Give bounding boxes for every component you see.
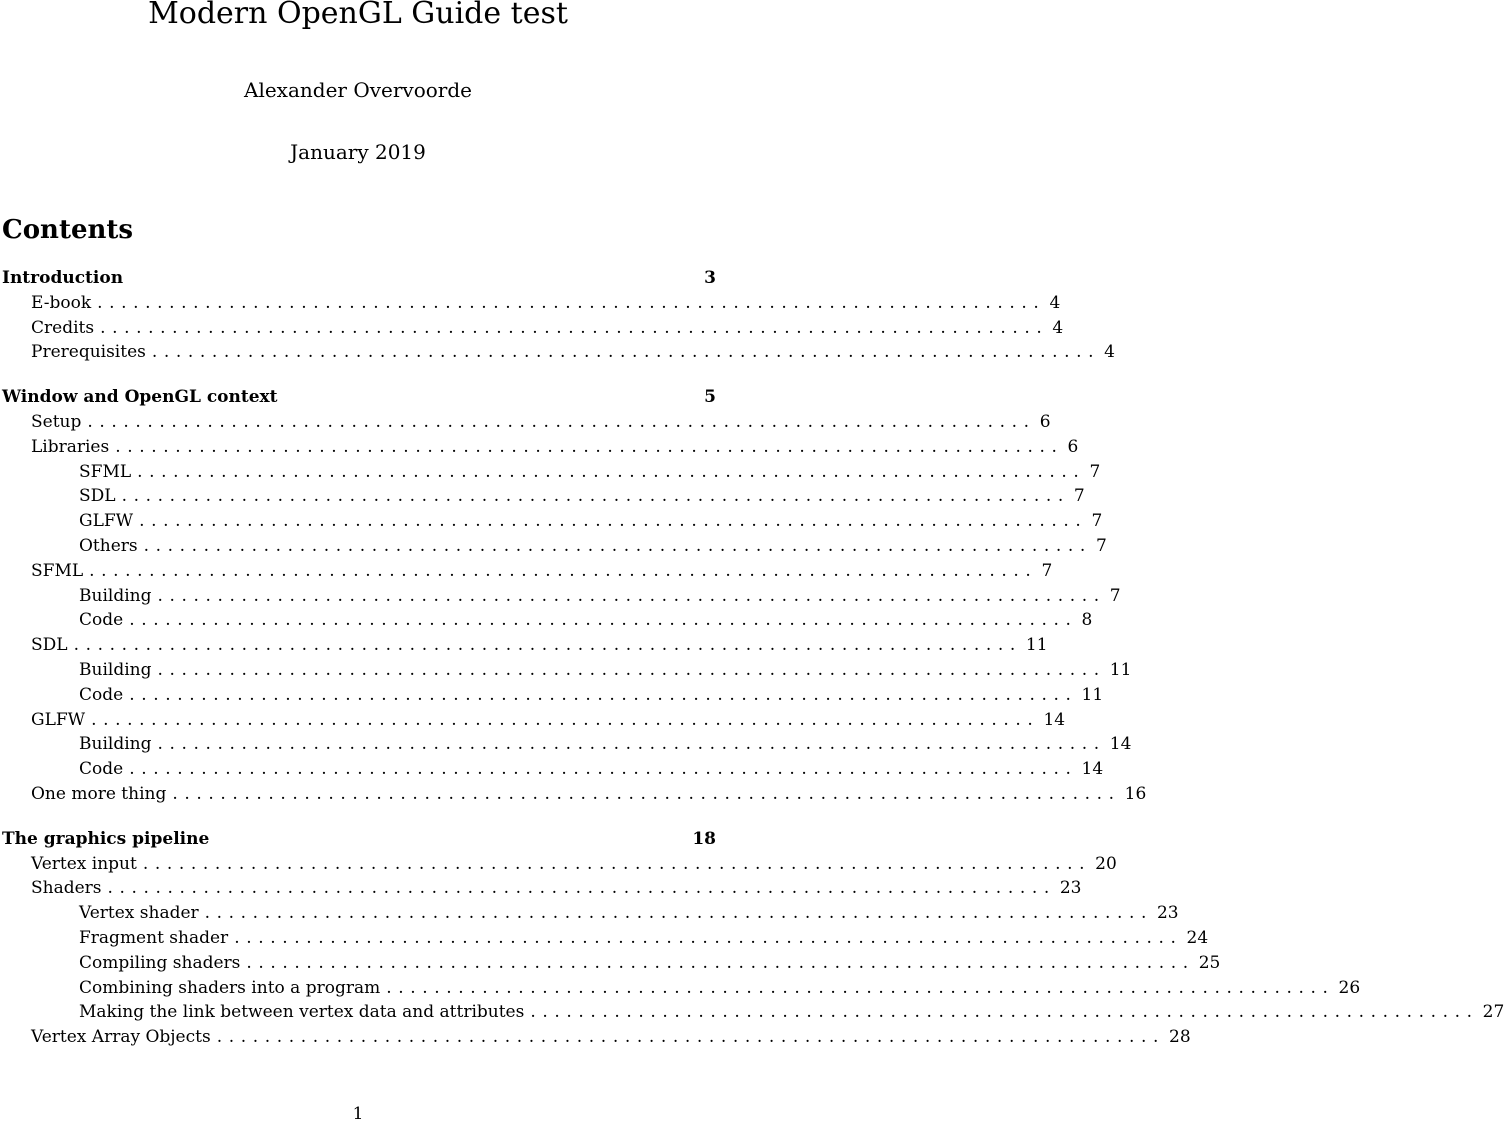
toc-leader-dots: ............................................................................... — [234, 927, 1183, 948]
toc-leader-dots: ............................................................................... — [157, 659, 1106, 680]
toc-entry-page: 11 — [1025, 635, 1048, 656]
toc-chapter-page: 3 — [704, 268, 716, 288]
toc-entry-title: E-book — [31, 292, 92, 313]
toc-entry[interactable] — [0, 509, 1103, 534]
contents-heading: Contents — [2, 215, 134, 245]
toc-entry[interactable] — [0, 901, 1179, 926]
toc-chapter — [0, 827, 1504, 1050]
toc-leader-dots: ............................................................................... — [73, 635, 1022, 656]
toc-entry[interactable] — [0, 435, 1079, 460]
toc-entry-page: 4 — [1104, 342, 1115, 363]
toc-entry[interactable] — [0, 951, 1221, 976]
document-date: January 2019 — [290, 140, 426, 164]
toc-chapter — [0, 266, 1115, 365]
toc-entry[interactable] — [0, 584, 1121, 609]
toc-leader-dots: ............................................................................... — [97, 292, 1046, 313]
toc-entry-title: SDL — [31, 635, 68, 656]
toc-leader-dots: ............................................................................... — [151, 342, 1101, 363]
toc-entry[interactable] — [0, 410, 1051, 435]
toc-entry-title: Others — [79, 535, 138, 556]
toc-entry-page: 7 — [1041, 560, 1053, 581]
toc-entry-page: 23 — [1059, 878, 1082, 899]
toc-entry[interactable] — [0, 976, 1361, 1001]
toc-entry-title: Vertex input — [31, 853, 137, 874]
toc-entry-title: Building — [79, 585, 152, 606]
toc-entry-page: 7 — [1091, 511, 1103, 532]
toc-entry[interactable] — [0, 708, 1066, 733]
toc-entry[interactable] — [0, 608, 1093, 633]
toc-entry-title: Code — [79, 759, 124, 780]
toc-entry[interactable] — [0, 1000, 1504, 1025]
toc-leader-dots: ............................................................................... — [246, 952, 1195, 973]
toc-entry-page: 14 — [1109, 734, 1132, 755]
toc-entry-page: 14 — [1043, 709, 1066, 730]
toc-entry[interactable] — [0, 534, 1107, 559]
toc-entry[interactable] — [0, 876, 1082, 901]
toc-entry-page: 4 — [1052, 317, 1064, 338]
toc-entry-title: Building — [79, 734, 152, 755]
toc-entry-page: 20 — [1095, 853, 1117, 874]
toc-entry-page: 7 — [1095, 535, 1107, 556]
toc-entry-page: 6 — [1039, 411, 1051, 432]
toc-entry-title: Shaders — [31, 878, 102, 899]
toc-entry[interactable] — [0, 460, 1101, 485]
toc-entry-page: 25 — [1198, 952, 1221, 973]
toc-chapter-title: Introduction — [2, 268, 124, 288]
toc-chapter-page: 5 — [704, 387, 716, 408]
toc-leader-dots: ............................................................................... — [139, 511, 1088, 532]
toc-entry-title: Setup — [31, 411, 82, 432]
toc-entry-title: One more thing — [31, 783, 167, 804]
toc-chapter-row[interactable] — [0, 385, 716, 410]
toc-leader-dots: ............................................................................... — [386, 977, 1335, 998]
toc-entry-title: Code — [79, 610, 124, 631]
toc-chapter-row[interactable] — [0, 827, 716, 852]
toc-entry-page: 27 — [1482, 1002, 1504, 1023]
toc-leader-dots: ............................................................................... — [137, 461, 1086, 482]
toc-entry[interactable] — [0, 683, 1104, 708]
toc-entry-title: Combining shaders into a program — [79, 977, 381, 998]
toc-leader-dots: ............................................................................... — [530, 1002, 1479, 1023]
toc-entry-page: 4 — [1049, 292, 1061, 313]
toc-entry-page: 24 — [1186, 927, 1209, 948]
toc-entry-title: Compiling shaders — [79, 952, 241, 973]
toc-leader-dots: ............................................................................... — [100, 317, 1049, 338]
toc-entry-title: SFML — [31, 560, 84, 581]
toc-entry-title: Building — [79, 659, 152, 680]
toc-entry[interactable] — [0, 291, 1061, 316]
toc-leader-dots: ............................................................................... — [129, 684, 1078, 705]
toc-leader-dots: ............................................................................... — [129, 759, 1078, 780]
toc-entry[interactable] — [0, 1025, 1191, 1050]
toc-entry[interactable] — [0, 340, 1115, 365]
toc-entry-page: 26 — [1338, 977, 1361, 998]
document-title: Modern OpenGL Guide test — [148, 0, 568, 31]
toc-entry[interactable] — [0, 926, 1209, 951]
toc-chapter — [0, 385, 1147, 807]
toc-entry-title: Code — [79, 684, 124, 705]
toc-entry-page: 28 — [1169, 1027, 1191, 1048]
toc-entry[interactable] — [0, 559, 1053, 584]
toc-entry-title: Fragment shader — [79, 927, 229, 948]
table-of-contents — [0, 266, 1504, 1070]
toc-leader-dots: ............................................................................... — [129, 610, 1078, 631]
toc-entry-title: Libraries — [31, 436, 110, 457]
toc-leader-dots: ............................................................................... — [121, 486, 1070, 507]
toc-leader-dots: ............................................................................... — [87, 411, 1036, 432]
toc-entry-title: Vertex shader — [79, 903, 199, 924]
toc-entry-title: SDL — [79, 486, 116, 507]
document-author: Alexander Overvoorde — [244, 78, 472, 102]
toc-entry-title: Making the link between vertex data and attributes — [79, 1002, 525, 1023]
toc-leader-dots: ............................................................................... — [216, 1027, 1165, 1048]
toc-leader-dots: ............................................................................... — [91, 709, 1040, 730]
toc-chapter-title: The graphics pipeline — [2, 828, 210, 849]
toc-entry-title: SFML — [79, 461, 132, 482]
toc-entry[interactable] — [0, 852, 1117, 877]
toc-leader-dots: ............................................................................... — [89, 560, 1038, 581]
toc-entry-page: 11 — [1109, 659, 1132, 680]
toc-entry-title: Vertex Array Objects — [31, 1027, 211, 1048]
toc-entry-page: 7 — [1109, 585, 1121, 606]
toc-entry[interactable] — [0, 757, 1104, 782]
toc-entry[interactable] — [0, 633, 1048, 658]
toc-leader-dots: ............................................................................... — [142, 853, 1092, 874]
toc-entry-page: 23 — [1156, 903, 1179, 924]
toc-leader-dots: ............................................................................... — [204, 903, 1153, 924]
toc-entry-page: 6 — [1067, 436, 1079, 457]
toc-leader-dots: ............................................................................... — [172, 783, 1121, 804]
toc-entry-page: 14 — [1081, 759, 1104, 780]
toc-entry[interactable] — [0, 658, 1132, 683]
toc-entry-page: 8 — [1081, 610, 1093, 631]
toc-entry-page: 7 — [1089, 461, 1101, 482]
toc-chapter-row[interactable] — [0, 266, 716, 291]
toc-entry[interactable] — [0, 782, 1147, 807]
toc-chapter-title: Window and OpenGL context — [2, 387, 278, 408]
toc-entry-title: GLFW — [31, 709, 86, 730]
toc-entry[interactable] — [0, 732, 1132, 757]
toc-entry[interactable] — [0, 316, 1064, 341]
toc-entry[interactable] — [0, 484, 1085, 509]
toc-leader-dots: ............................................................................... — [115, 436, 1064, 457]
toc-entry-page: 11 — [1081, 684, 1104, 705]
toc-entry-title: Credits — [31, 317, 95, 338]
toc-entry-page: 16 — [1124, 783, 1147, 804]
toc-leader-dots: ............................................................................... — [107, 878, 1056, 899]
toc-leader-dots: ............................................................................... — [143, 535, 1092, 556]
toc-entry-title: GLFW — [79, 511, 134, 532]
toc-entry-page: 7 — [1073, 486, 1085, 507]
toc-leader-dots: ............................................................................... — [157, 734, 1106, 755]
page-number: 1 — [352, 1104, 364, 1124]
toc-chapter-page: 18 — [692, 828, 716, 849]
toc-entry-title: Prerequisites — [31, 342, 146, 363]
toc-leader-dots: ............................................................................... — [157, 585, 1106, 606]
